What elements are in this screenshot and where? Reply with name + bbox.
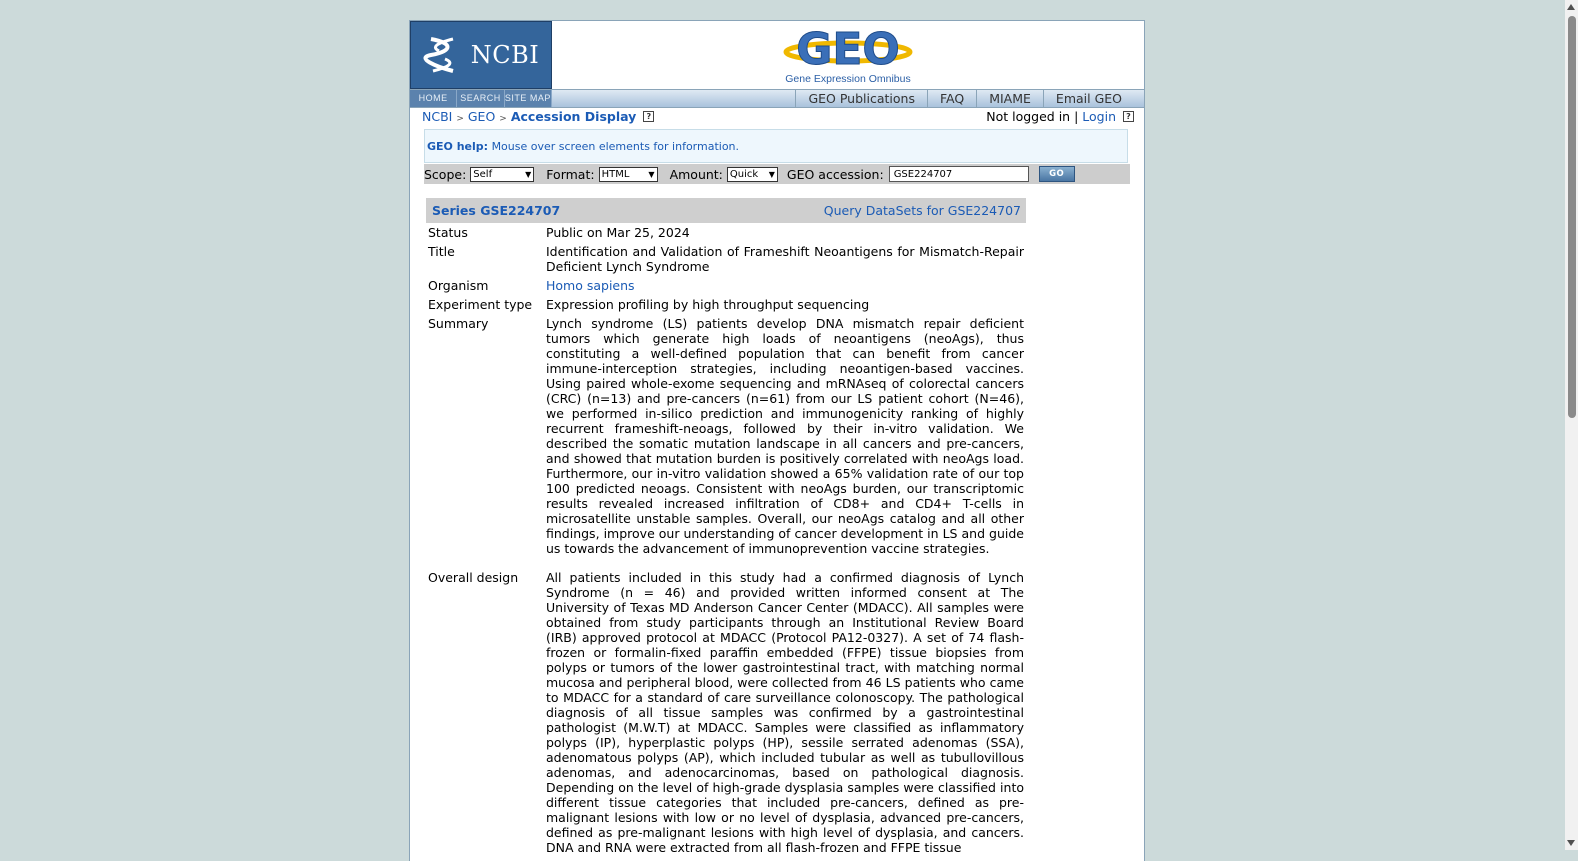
amount-label: Amount:	[669, 166, 723, 182]
status-label: Status	[428, 225, 468, 240]
title-value: Identification and Validation of Frameshift Neoantigens for Mismatch-Repair Deficient Lynch Syndrome	[546, 244, 1024, 274]
nav-search-link[interactable]: SEARCH	[457, 90, 504, 107]
geo-tagline: Gene Expression Omnibus	[785, 73, 911, 85]
breadcrumb-ncbi-link[interactable]: NCBI	[422, 109, 453, 124]
detail-row-summary	[428, 316, 1026, 556]
title-label: Title	[428, 244, 455, 259]
breadcrumb-separator: >	[499, 114, 507, 124]
ncbi-logo-text: NCBI	[470, 41, 540, 69]
series-header	[426, 198, 1026, 223]
nav-home-link[interactable]: HOME	[410, 90, 457, 107]
scroll-up-icon[interactable]	[1567, 4, 1575, 10]
detail-row-title	[428, 244, 1026, 274]
login-status: Not logged in	[986, 109, 1071, 124]
nav-geo-publications-link[interactable]: GEO Publications	[795, 90, 927, 107]
page-scrollbar[interactable]	[1565, 0, 1578, 850]
detail-row-experiment	[428, 297, 1026, 312]
experiment-type-value: Expression profiling by high throughput sequencing	[546, 297, 870, 312]
login-divider: |	[1074, 109, 1079, 124]
status-value: Public on Mar 25, 2024	[546, 225, 690, 240]
login-link[interactable]: Login	[1082, 109, 1117, 124]
help-icon[interactable]: ?	[643, 111, 654, 122]
detail-row-status	[428, 225, 1026, 240]
series-title: Series GSE224707	[432, 203, 561, 218]
nav-email-geo-link[interactable]: Email GEO	[1043, 90, 1134, 107]
ncbi-helix-icon	[423, 33, 461, 77]
help-box	[424, 129, 1128, 163]
breadcrumb-geo-link[interactable]: GEO	[467, 109, 496, 124]
format-select[interactable]	[599, 167, 658, 182]
geo-banner	[552, 21, 1144, 89]
overall-design-value: All patients included in this study had a confirmed diagnosis of Lynch Syndrome (n = 46) and provided written informed consent at The University of Texas MD Anderson Cancer Center (MDACC). All samples were obtained from study participants through an Institutional Review Board (IRB) approved protocol at MDACC (Protocol PA12-0327). A set of 74 flash-frozen or formalin-fixed paraffin embedded (FFPE) tissue biopsies from polyps or tumors of the lower gastrointestinal tract, with matching normal mucosa and peripheral blood, were collected from 46 LS patients who came to MDACC for a standard of care surveillance colonoscopy. The pathological diagnosis of all tissue samples was confirmed by a gastrointestinal pathologist (M.W.T) at MDACC. Samples were classified as inflammatory polyps (IP), hyperplastic polyps (HP), sessile serrated adenomas (SSA), adenomatous polyps (AP), which included tubular as well as tubullovillous adenomas, and adenocarcinomas, based on pathological diagnosis. Depending on the level of high-grade dysplasia samples were classified into different tissue categories that included pre-cancers, defined as pre-malignant lesions with low or no level of dysplasia, advanced pre-cancers, defined as pre-malignant lesions with high level of dysplasia, and cancers. DNA and RNA were extracted from all flash-frozen and FFPE tissue	[546, 570, 1024, 855]
scrollbar-thumb[interactable]	[1568, 16, 1576, 418]
scope-select-value: Self	[473, 168, 493, 180]
breadcrumb-current: Accession Display	[510, 109, 637, 124]
chevron-down-icon: ▼	[648, 169, 655, 179]
accession-input[interactable]	[889, 166, 1029, 182]
detail-row-overall-design	[428, 570, 1026, 855]
format-select-value: HTML	[601, 168, 630, 180]
amount-select[interactable]	[727, 167, 778, 182]
scroll-down-icon[interactable]	[1567, 840, 1575, 846]
ncbi-nav	[410, 90, 552, 107]
summary-value: Lynch syndrome (LS) patients develop DNA mismatch repair deficient tumors which generate high loads of neoantigens (neoAgs), thus constituting a well-defined population that can benefit from cancer immune-interception strategies, including neoantigen-based vaccines. Using paired whole-exome sequencing and mRNAseq of colorectal cancers (CRC) (n=13) and pre-cancers (n=61) from our LS patient cohort (N=46), we performed in-silico prediction and immunogenicity ranking of highly recurrent frameshift-neoags, followed by their in-vitro validation. We described the somatic mutation landscape in all cancers and pre-cancers, and showed that mutation burden is positively correlated with neoAgs load. Furthermore, our in-vitro validation showed a 65% validation rate of our top 100 predicted neoags. Consistent with neoAgs burden, our transcriptomic results revealed increased infiltration of CD8+ and CD4+ T-cells in microsatellite unstable samples. Overall, our neoAgs catalog and all other findings, improve our understanding of cancer development in LS and guide us towards the advancement of immunoprevention vaccine strategies.	[546, 316, 1024, 556]
nav-site-map-link[interactable]: SITE MAP	[505, 90, 552, 107]
scope-select[interactable]	[470, 167, 534, 182]
page-container	[409, 20, 1145, 861]
login-help-icon[interactable]: ?	[1123, 111, 1134, 122]
chevron-down-icon: ▼	[768, 169, 775, 179]
ncbi-logo[interactable]	[410, 21, 552, 89]
nav-faq-link[interactable]: FAQ	[927, 90, 976, 107]
detail-row-organism	[428, 278, 1026, 293]
breadcrumb-separator: >	[456, 114, 464, 124]
accession-form	[424, 164, 1130, 184]
format-label: Format:	[546, 166, 595, 182]
overall-design-label: Overall design	[428, 570, 519, 585]
accession-label: GEO accession:	[786, 166, 884, 182]
breadcrumb	[422, 109, 654, 124]
go-button[interactable]: GO	[1039, 166, 1075, 182]
query-datasets-link[interactable]: Query DataSets for GSE224707	[823, 203, 1021, 218]
series-details	[428, 225, 1026, 859]
help-text: Mouse over screen elements for information.	[491, 140, 740, 153]
geo-logo-graphic	[778, 26, 918, 72]
chevron-down-icon: ▼	[525, 169, 532, 179]
nav-miame-link[interactable]: MIAME	[976, 90, 1043, 107]
nav-bar	[410, 89, 1144, 108]
organism-label: Organism	[428, 278, 489, 293]
help-label: GEO help:	[427, 140, 489, 153]
login-area	[986, 109, 1134, 124]
geo-logo-text: GEO	[796, 26, 900, 72]
organism-link[interactable]: Homo sapiens	[546, 278, 635, 293]
amount-select-value: Quick	[729, 168, 759, 180]
summary-label: Summary	[428, 316, 489, 331]
scope-label: Scope:	[424, 166, 467, 182]
geo-logo[interactable]	[778, 26, 918, 88]
geo-nav	[795, 90, 1134, 107]
experiment-type-label: Experiment type	[428, 297, 533, 312]
